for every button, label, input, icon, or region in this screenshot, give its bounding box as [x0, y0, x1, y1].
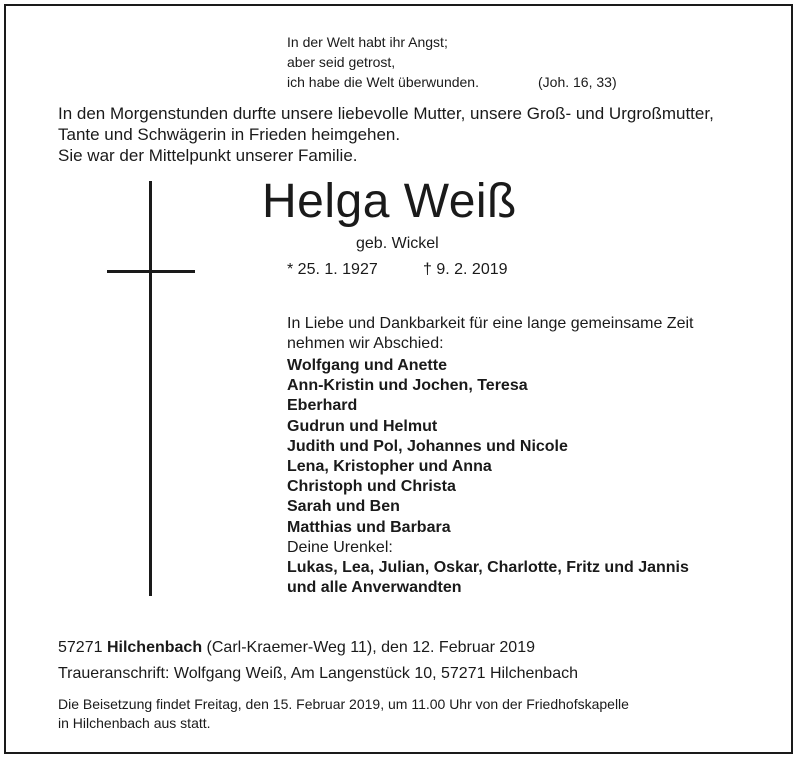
town-name: Hilchenbach: [106, 639, 203, 656]
farewell-line: nehmen wir Abschied:: [287, 335, 444, 352]
location-rest: (Carl-Kraemer-Weg 11), den 12. Februar 2019: [206, 639, 535, 656]
mourner-entry: Lena, Kristopher und Anna: [287, 458, 492, 476]
cross-icon-horizontal: [107, 270, 195, 273]
mourners-list: [287, 356, 689, 598]
verse-line: ich habe die Welt überwunden.: [287, 74, 479, 90]
mourner-entry: Matthias und Barbara: [287, 518, 451, 536]
intro-line: In den Morgenstunden durfte unsere liebevolle Mutter, unsere Groß- und Urgroßmutter,: [58, 104, 714, 123]
mourner-entry: Eberhard: [287, 397, 358, 415]
verse-line: aber seid getrost,: [287, 54, 396, 70]
mourner-entry: Judith und Pol, Johannes und Nicole: [287, 437, 568, 455]
intro-line: Sie war der Mittelpunkt unserer Familie.: [58, 146, 358, 165]
intro-line: Tante und Schwägerin in Frieden heimgehen.: [58, 125, 401, 144]
mourner-entry: Wolfgang und Anette: [287, 357, 447, 374]
birth-date: * 25. 1. 1927: [287, 261, 378, 278]
great-grandchildren-names: Lukas, Lea, Julian, Oskar, Charlotte, Fritz und Jannis: [287, 559, 689, 577]
mourner-entry: Ann-Kristin und Jochen, Teresa: [287, 377, 528, 395]
maiden-name: geb. Wickel: [356, 235, 439, 252]
bible-verse: [287, 32, 479, 92]
postcode: 57271: [58, 639, 103, 656]
location-date: [58, 637, 535, 658]
mourning-address: Traueranschrift: Wolfgang Weiß, Am Langenstück 10, 57271 Hilchenbach: [58, 665, 578, 682]
mourner-entry: Christoph und Christa: [287, 478, 456, 496]
other-relatives: und alle Anverwandten: [287, 579, 462, 597]
verse-reference: (Joh. 16, 33): [538, 74, 617, 90]
deceased-name: Helga Weiß: [262, 175, 517, 228]
great-grandchildren-label: Deine Urenkel:: [287, 538, 393, 556]
cross-icon-vertical: [149, 181, 152, 596]
funeral-line: Die Beisetzung findet Freitag, den 15. Februar 2019, um 11.00 Uhr von der Friedhofskapelle: [58, 696, 629, 712]
funeral-line: in Hilchenbach aus statt.: [58, 715, 211, 731]
farewell-text: [287, 314, 693, 354]
mourner-entry: Sarah und Ben: [287, 498, 400, 516]
verse-line: In der Welt habt ihr Angst;: [287, 34, 448, 50]
death-date: † 9. 2. 2019: [423, 261, 508, 278]
intro-text: [58, 103, 714, 166]
funeral-notice: [58, 695, 629, 733]
mourner-entry: Gudrun und Helmut: [287, 417, 438, 435]
farewell-line: In Liebe und Dankbarkeit für eine lange gemeinsame Zeit: [287, 315, 694, 332]
